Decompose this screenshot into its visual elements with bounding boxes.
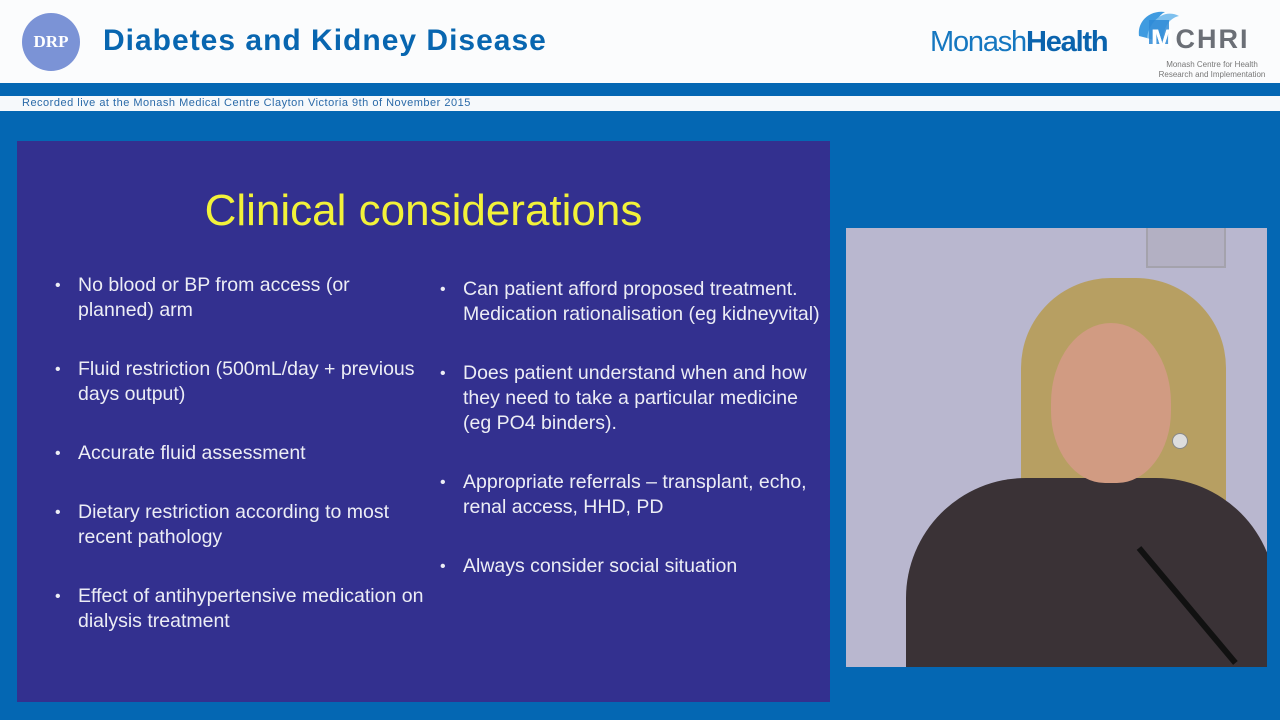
monash-health-logo: [930, 26, 1107, 59]
mchri-subtitle: [1147, 60, 1277, 80]
mchri-rest: CHRI: [1175, 24, 1250, 54]
speaker-face: [1051, 323, 1171, 483]
bullet-item: • Always consider social situation: [440, 554, 820, 579]
bullet-item: • Fluid restriction (500mL/day + previous days output): [55, 357, 425, 407]
right-bullet-list: [440, 277, 820, 613]
mchri-wordmark: [1151, 24, 1250, 55]
left-bullet-list: [55, 273, 425, 668]
drp-logo: DRP: [22, 13, 80, 71]
mchri-subtitle-line2: Research and Implementation: [1158, 70, 1266, 79]
header-band: [0, 83, 1280, 96]
slide-title: Clinical considerations: [204, 186, 643, 235]
mchri-subtitle-line1: Monash Centre for Health: [1166, 60, 1258, 69]
bullet-item: • Dietary restriction according to most recent pathology: [55, 500, 425, 550]
mchri-m: M: [1151, 24, 1176, 54]
bullet-item: • Can patient afford proposed treatment. Medication rationalisation (eg kidneyvital): [440, 277, 820, 327]
recorded-caption: Recorded live at the Monash Medical Centre Clayton Victoria 9th of November 2015: [22, 97, 471, 109]
bullet-item: • Effect of antihypertensive medication on dialysis treatment: [55, 584, 425, 634]
monash-logo-regular: Monash: [930, 26, 1026, 58]
header-bar: [0, 0, 1280, 83]
presentation-slide: [17, 141, 830, 702]
event-title: Diabetes and Kidney Disease: [103, 24, 547, 57]
bullet-item: • Appropriate referrals – transplant, echo, renal access, HHD, PD: [440, 470, 820, 520]
earring: [1172, 433, 1188, 449]
bullet-item: • Does patient understand when and how they need to take a particular medicine (eg PO4 binders).: [440, 361, 820, 436]
mchri-logo: [1133, 4, 1273, 80]
monash-logo-bold: Health: [1025, 26, 1108, 58]
speaker-video: [846, 228, 1267, 667]
bullet-item: • Accurate fluid assessment: [55, 441, 425, 466]
bullet-item: • No blood or BP from access (or planned) arm: [55, 273, 425, 323]
wall-frame: [1146, 228, 1226, 268]
